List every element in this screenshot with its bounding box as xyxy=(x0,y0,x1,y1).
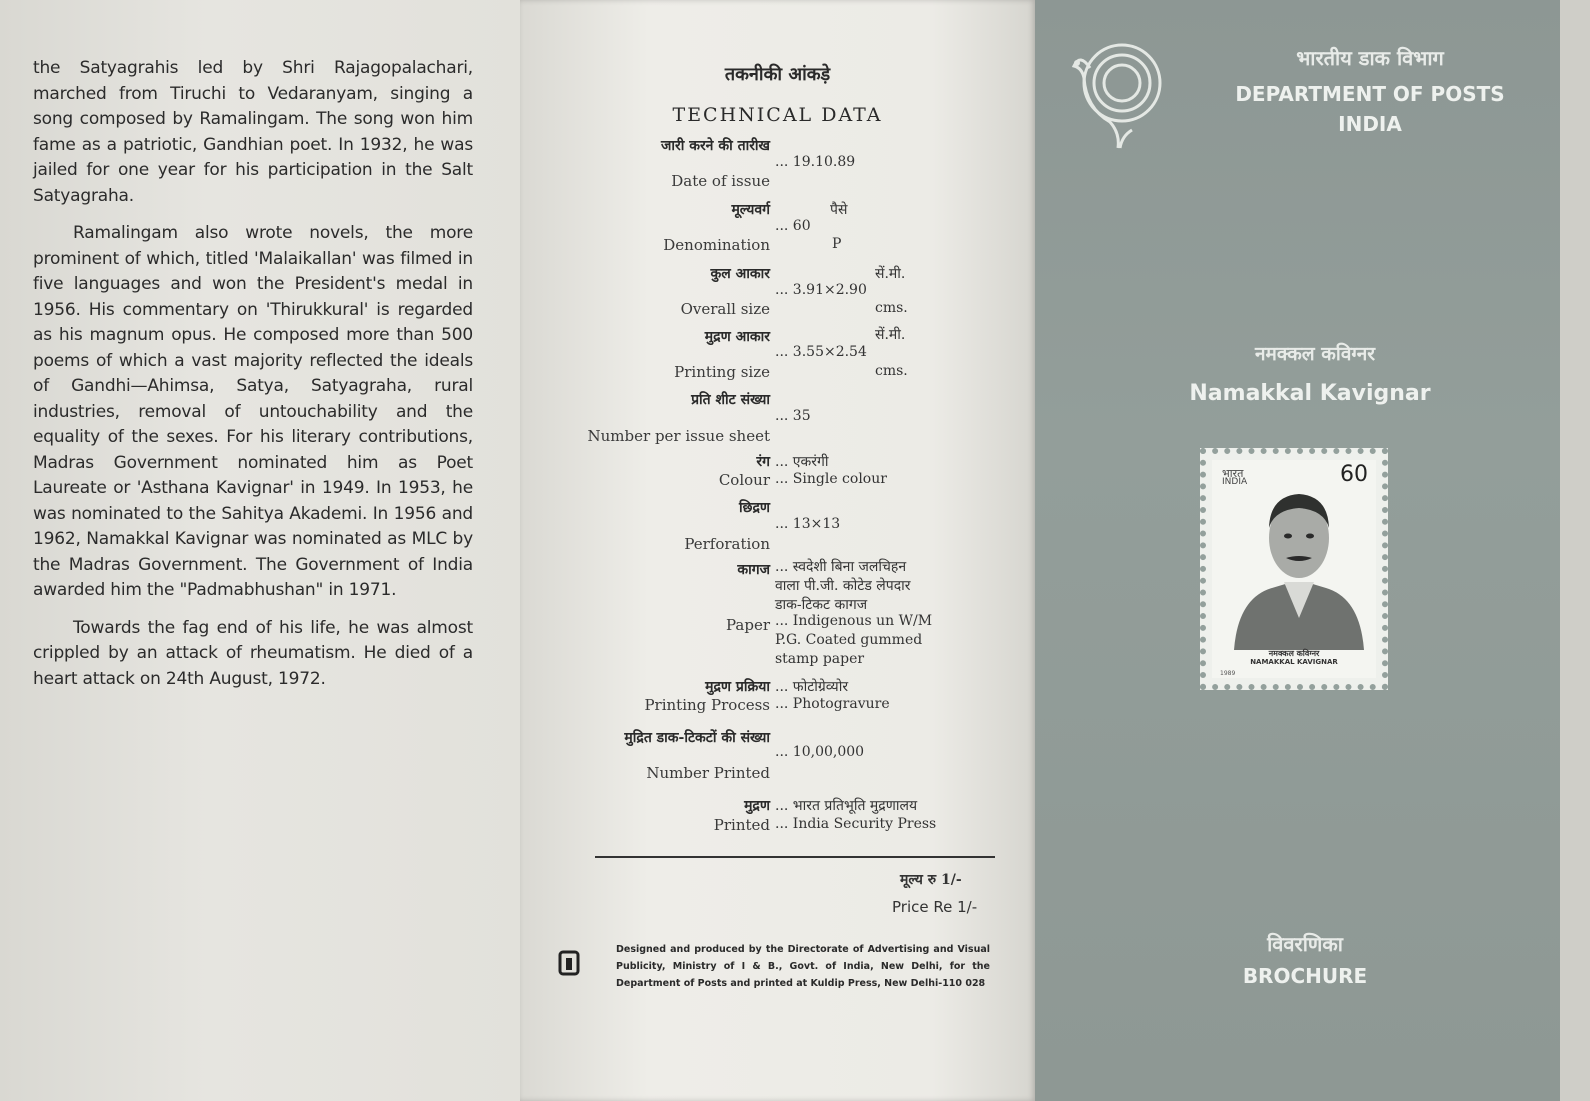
colour-label-hindi: रंग xyxy=(756,454,770,470)
printer-value-hindi: ... भारत प्रतिभूति मुद्रणालय xyxy=(775,798,918,814)
number-per-sheet-label-hindi: प्रति शीट संख्या xyxy=(691,392,770,408)
biography-page xyxy=(0,0,520,1101)
colour-value: ... Single colour xyxy=(775,471,887,487)
paper-value-hindi-line: वाला पी.जी. कोटेड लेपदार xyxy=(775,578,911,594)
bio-paragraph-1: the Satyagrahis led by Shri Rajagopalachari, marched from Tiruchi to Vedaranyam, singing a song composed by Ramalingam. The song won him fame as a patriotic, Gandhian poet. In 1932, he was jailed for one year for his participation in the Salt Satyagraha. xyxy=(33,58,473,206)
paper-value xyxy=(775,612,932,669)
cover-page xyxy=(1035,0,1590,1101)
bio-paragraph-3: Towards the fag end of his life, he was almost crippled by an attack of rheumatism. He died of a heart attack on 24th August, 1972. xyxy=(33,617,473,689)
perforation-value: ... 13×13 xyxy=(775,516,841,532)
overall-size-value: ... 3.91×2.90 xyxy=(775,282,867,298)
price-hindi: मूल्य रु 1/- xyxy=(900,872,962,888)
poet-portrait xyxy=(1234,478,1364,650)
overall-size-label: Overall size xyxy=(680,300,770,318)
number-per-sheet-value: ... 35 xyxy=(775,408,811,424)
price: Price Re 1/- xyxy=(892,898,978,916)
poet-name: Namakkal Kavignar xyxy=(1189,381,1431,406)
date-label-hindi: जारी करने की तारीख xyxy=(660,138,770,154)
stamp-value: 60 xyxy=(1340,462,1368,487)
number-printed-label-hindi: मुद्रित डाक-टिकटों की संख्या xyxy=(624,730,770,746)
perforation-label: Perforation xyxy=(684,535,770,553)
printer-value: ... India Security Press xyxy=(775,816,937,832)
number-printed-label: Number Printed xyxy=(646,764,770,782)
peacock-logo-icon xyxy=(1060,38,1165,153)
colour-value-hindi: ... एकरंगी xyxy=(775,454,829,470)
paper-value-hindi-line: ... स्वदेशी बिना जलचिहन xyxy=(775,559,907,575)
denomination-label: Denomination xyxy=(663,236,770,254)
dept-title-hindi: भारतीय डाक विभाग xyxy=(1296,46,1444,70)
overall-size-unit-hindi: सें.मी. xyxy=(875,266,906,282)
paper-value-line: P.G. Coated gummed xyxy=(775,632,923,648)
paper-label-hindi: कागज xyxy=(737,562,770,578)
denomination-unit: P xyxy=(832,236,842,252)
credit-text: Designed and produced by the Directorate of Advertising and Visual Publicity, Ministry of I & B., Govt. of India, New Delhi, for the Department of Posts and printed at Kuldip Press, New Delhi-110 028 xyxy=(616,944,990,989)
background-edge xyxy=(1560,0,1590,1101)
divider-line xyxy=(595,856,995,858)
number-per-sheet-label: Number per issue sheet xyxy=(587,427,770,445)
printing-size-label-hindi: मुद्रण आकार xyxy=(704,329,770,345)
printing-size-unit: cms. xyxy=(875,363,908,379)
stamp-face xyxy=(1212,460,1376,678)
poet-name-hindi: नमक्कल कविग्नर xyxy=(1254,343,1376,365)
stamp-name-hindi: नमक्कल कविग्नर xyxy=(1268,648,1320,658)
paper-value-line: stamp paper xyxy=(775,651,865,667)
brochure-title-hindi: विवरणिका xyxy=(1267,932,1343,956)
stamp-country: INDIA xyxy=(1222,477,1248,487)
paper-value-hindi xyxy=(775,558,911,615)
paper-value-hindi-line: डाक-टिकट कागज xyxy=(775,597,868,613)
date-label: Date of issue xyxy=(671,172,770,190)
dav-publicity-logo-icon xyxy=(558,950,580,976)
perforation-label-hindi: छिद्रण xyxy=(739,500,770,516)
technical-title: TECHNICAL DATA xyxy=(672,104,883,126)
printing-size-unit-hindi: सें.मी. xyxy=(875,327,906,343)
stamp-country-hindi: भारत xyxy=(1222,467,1244,480)
paper-value-line: ... Indigenous un W/M xyxy=(775,613,933,629)
date-value: ... 19.10.89 xyxy=(775,154,856,170)
process-value: ... Photogravure xyxy=(775,696,890,712)
denomination-value: ... 60 xyxy=(775,218,811,234)
printer-label: Printed xyxy=(713,816,770,834)
technical-data-page xyxy=(520,0,1035,1101)
dept-title: DEPARTMENT OF POSTS xyxy=(1235,82,1505,106)
technical-title-hindi: तकनीकी आंकड़े xyxy=(724,64,831,85)
colour-label: Colour xyxy=(718,471,770,489)
printing-size-value: ... 3.55×2.54 xyxy=(775,344,867,360)
dept-country: INDIA xyxy=(1338,112,1402,136)
biography-text xyxy=(33,56,473,704)
stamp-year: 1989 xyxy=(1220,670,1236,677)
postage-stamp xyxy=(1200,448,1388,690)
number-printed-value: ... 10,00,000 xyxy=(775,744,865,760)
printing-size-label: Printing size xyxy=(674,363,770,381)
denomination-label-hindi: मूल्यवर्ग xyxy=(731,202,770,218)
paper-label: Paper xyxy=(725,616,770,634)
process-label: Printing Process xyxy=(644,696,770,714)
denomination-unit-hindi: पैसे xyxy=(830,202,848,218)
overall-size-unit: cms. xyxy=(875,300,908,316)
process-value-hindi: ... फोटोग्रेव्योर xyxy=(775,679,849,695)
printer-label-hindi: मुद्रण xyxy=(744,798,770,814)
stamp-name: NAMAKKAL KAVIGNAR xyxy=(1250,658,1338,666)
process-label-hindi: मुद्रण प्रक्रिया xyxy=(705,679,770,695)
brochure-title: BROCHURE xyxy=(1242,964,1368,988)
overall-size-label-hindi: कुल आकार xyxy=(710,266,770,282)
bio-paragraph-2: Ramalingam also wrote novels, the more prominent of which, titled 'Malaikallan' was filmed in five languages and won the President's medal in 1956. His commentary on 'Thirukkural' is regarded as his magnum opus. He composed more than 500 poems of which a vast majority reflected the ideals of Gandhi—Ahimsa, Satya, Satyagraha, rural industries, removal of untouchability and the equality of the sexes. For his literary contributions, Madras Government nominated him as Poet Laureate or 'Asthana Kavignar' in 1949. In 1953, he was nominated to the Sahitya Akademi. In 1956 and 1962, Namakkal Kavignar was nominated as MLC by the Madras Government. The Government of India awarded him the "Padmabhushan" in 1971. xyxy=(33,223,473,600)
